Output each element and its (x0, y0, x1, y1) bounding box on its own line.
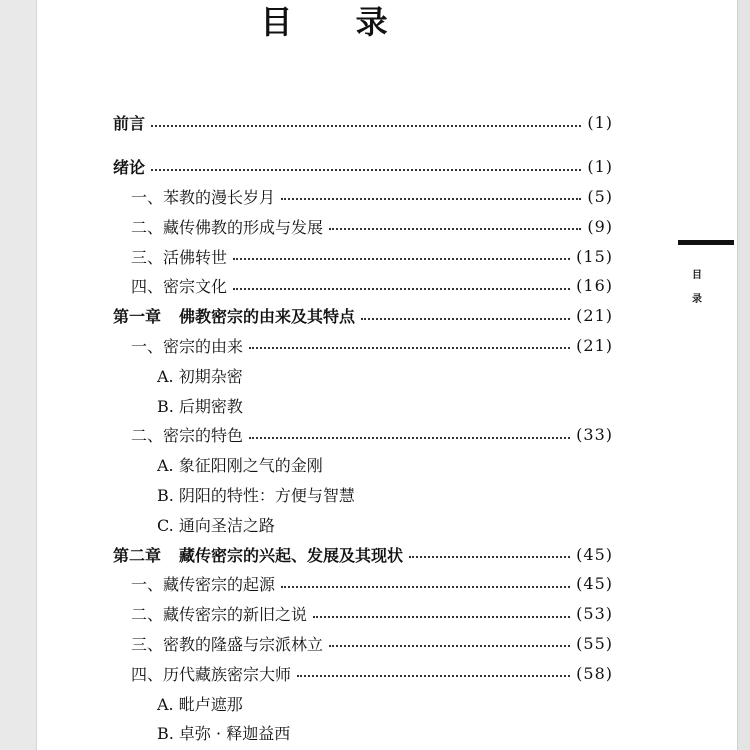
side-tab-char: 录 (692, 294, 702, 305)
toc-leader-dots (249, 347, 570, 349)
toc-leader-dots (233, 258, 570, 260)
toc-page-number: (9) (587, 216, 613, 236)
toc-page-number: (1) (587, 113, 613, 133)
viewer-scrollbar[interactable] (737, 0, 750, 750)
toc-entry-label: B. 卓弥 · 释迦益西 (157, 724, 291, 744)
toc-entry[interactable] (113, 271, 613, 301)
toc-leader-dots (409, 556, 570, 558)
toc-page-number: (45) (576, 574, 613, 594)
toc-entry[interactable] (113, 152, 613, 182)
side-tab-text (689, 264, 705, 312)
toc-page-number: (21) (576, 306, 613, 326)
toc-entry-label: 前言 (113, 114, 146, 134)
toc-page-number: (15) (576, 246, 613, 266)
toc-entry[interactable] (113, 718, 613, 748)
toc-entry-label: 二、藏传密宗的新旧之说 (131, 605, 308, 625)
toc-page-number: (45) (576, 544, 613, 564)
toc-entry-label: 二、密宗的特色 (131, 426, 244, 446)
toc-entry-label (113, 304, 355, 327)
toc-leader-dots (313, 616, 570, 618)
toc-leader-dots (151, 169, 581, 171)
toc-entry[interactable] (113, 688, 613, 718)
book-page (37, 0, 737, 750)
toc-entry[interactable] (113, 658, 613, 688)
toc-page-number: (1) (587, 157, 613, 177)
toc-entry-label: 四、密宗文化 (131, 277, 228, 297)
toc-entry-label: A. 初期杂密 (157, 366, 243, 386)
chapter-number: 第二章 (113, 545, 162, 565)
toc-entry[interactable] (113, 331, 613, 361)
toc-entry-label: A. 毗卢遮那 (157, 694, 243, 714)
toc-entry-label: A. 象征阳刚之气的金刚 (157, 456, 323, 476)
toc-entry-label: 一、藏传密宗的起源 (131, 575, 276, 595)
toc-entry-label: 一、苯教的漫长岁月 (131, 187, 276, 207)
toc-entry[interactable] (113, 539, 613, 569)
toc-entry-label: 四、历代藏族密宗大师 (131, 664, 292, 684)
toc-page-number: (55) (576, 633, 613, 653)
toc-entry-label: C. 通向圣洁之路 (157, 515, 275, 535)
toc-entry[interactable] (113, 241, 613, 271)
toc-page-number: (58) (576, 663, 613, 683)
toc-leader-dots (297, 675, 570, 677)
toc-entry[interactable] (113, 509, 613, 539)
toc-entry-label: 二、藏传佛教的形成与发展 (131, 217, 324, 237)
toc-leader-dots (361, 318, 570, 320)
toc-leader-dots (329, 228, 581, 230)
toc-page-number: (33) (576, 425, 613, 445)
page-title: 目 录 (260, 3, 414, 41)
toc-leader-dots (233, 288, 570, 290)
toc-entry[interactable] (113, 182, 613, 212)
toc-leader-dots (249, 437, 570, 439)
toc-entry[interactable] (113, 420, 613, 450)
toc-entry[interactable] (113, 360, 613, 390)
toc-leader-dots (281, 198, 581, 200)
toc-entry-label: B. 阴阳的特性：方便与智慧 (157, 485, 355, 505)
toc-entry-label: 三、密教的隆盛与宗派林立 (131, 634, 324, 654)
toc-entry-label (113, 543, 403, 566)
toc-entry[interactable] (113, 211, 613, 241)
toc-entry[interactable] (113, 301, 613, 331)
toc-entry[interactable] (113, 629, 613, 659)
toc-leader-dots (281, 586, 570, 588)
toc-leader-dots (329, 645, 570, 647)
toc-page-number: (53) (576, 604, 613, 624)
chapter-title: 藏传密宗的兴起、发展及其现状 (179, 545, 404, 565)
toc-page-number: (16) (576, 276, 613, 296)
side-tab-char: 目 (692, 270, 702, 281)
chapter-title: 佛教密宗的由来及其特点 (179, 307, 356, 327)
toc-entry-label: 绪论 (113, 158, 146, 178)
toc-entry[interactable] (113, 569, 613, 599)
toc-entry-label: B. 后期密教 (157, 396, 243, 416)
toc-entry[interactable] (113, 450, 613, 480)
table-of-contents (113, 108, 613, 748)
side-tab-bar (678, 240, 734, 245)
toc-entry-label: 三、活佛转世 (131, 247, 228, 267)
toc-entry-label: 一、密宗的由来 (131, 336, 244, 356)
toc-entry[interactable] (113, 390, 613, 420)
toc-page-number: (21) (576, 335, 613, 355)
chapter-number: 第一章 (113, 307, 162, 327)
toc-entry[interactable] (113, 599, 613, 629)
toc-entry[interactable] (113, 108, 613, 138)
viewer-left-margin (0, 0, 37, 750)
toc-leader-dots (151, 125, 581, 127)
toc-page-number: (5) (587, 186, 613, 206)
toc-entry[interactable] (113, 480, 613, 510)
